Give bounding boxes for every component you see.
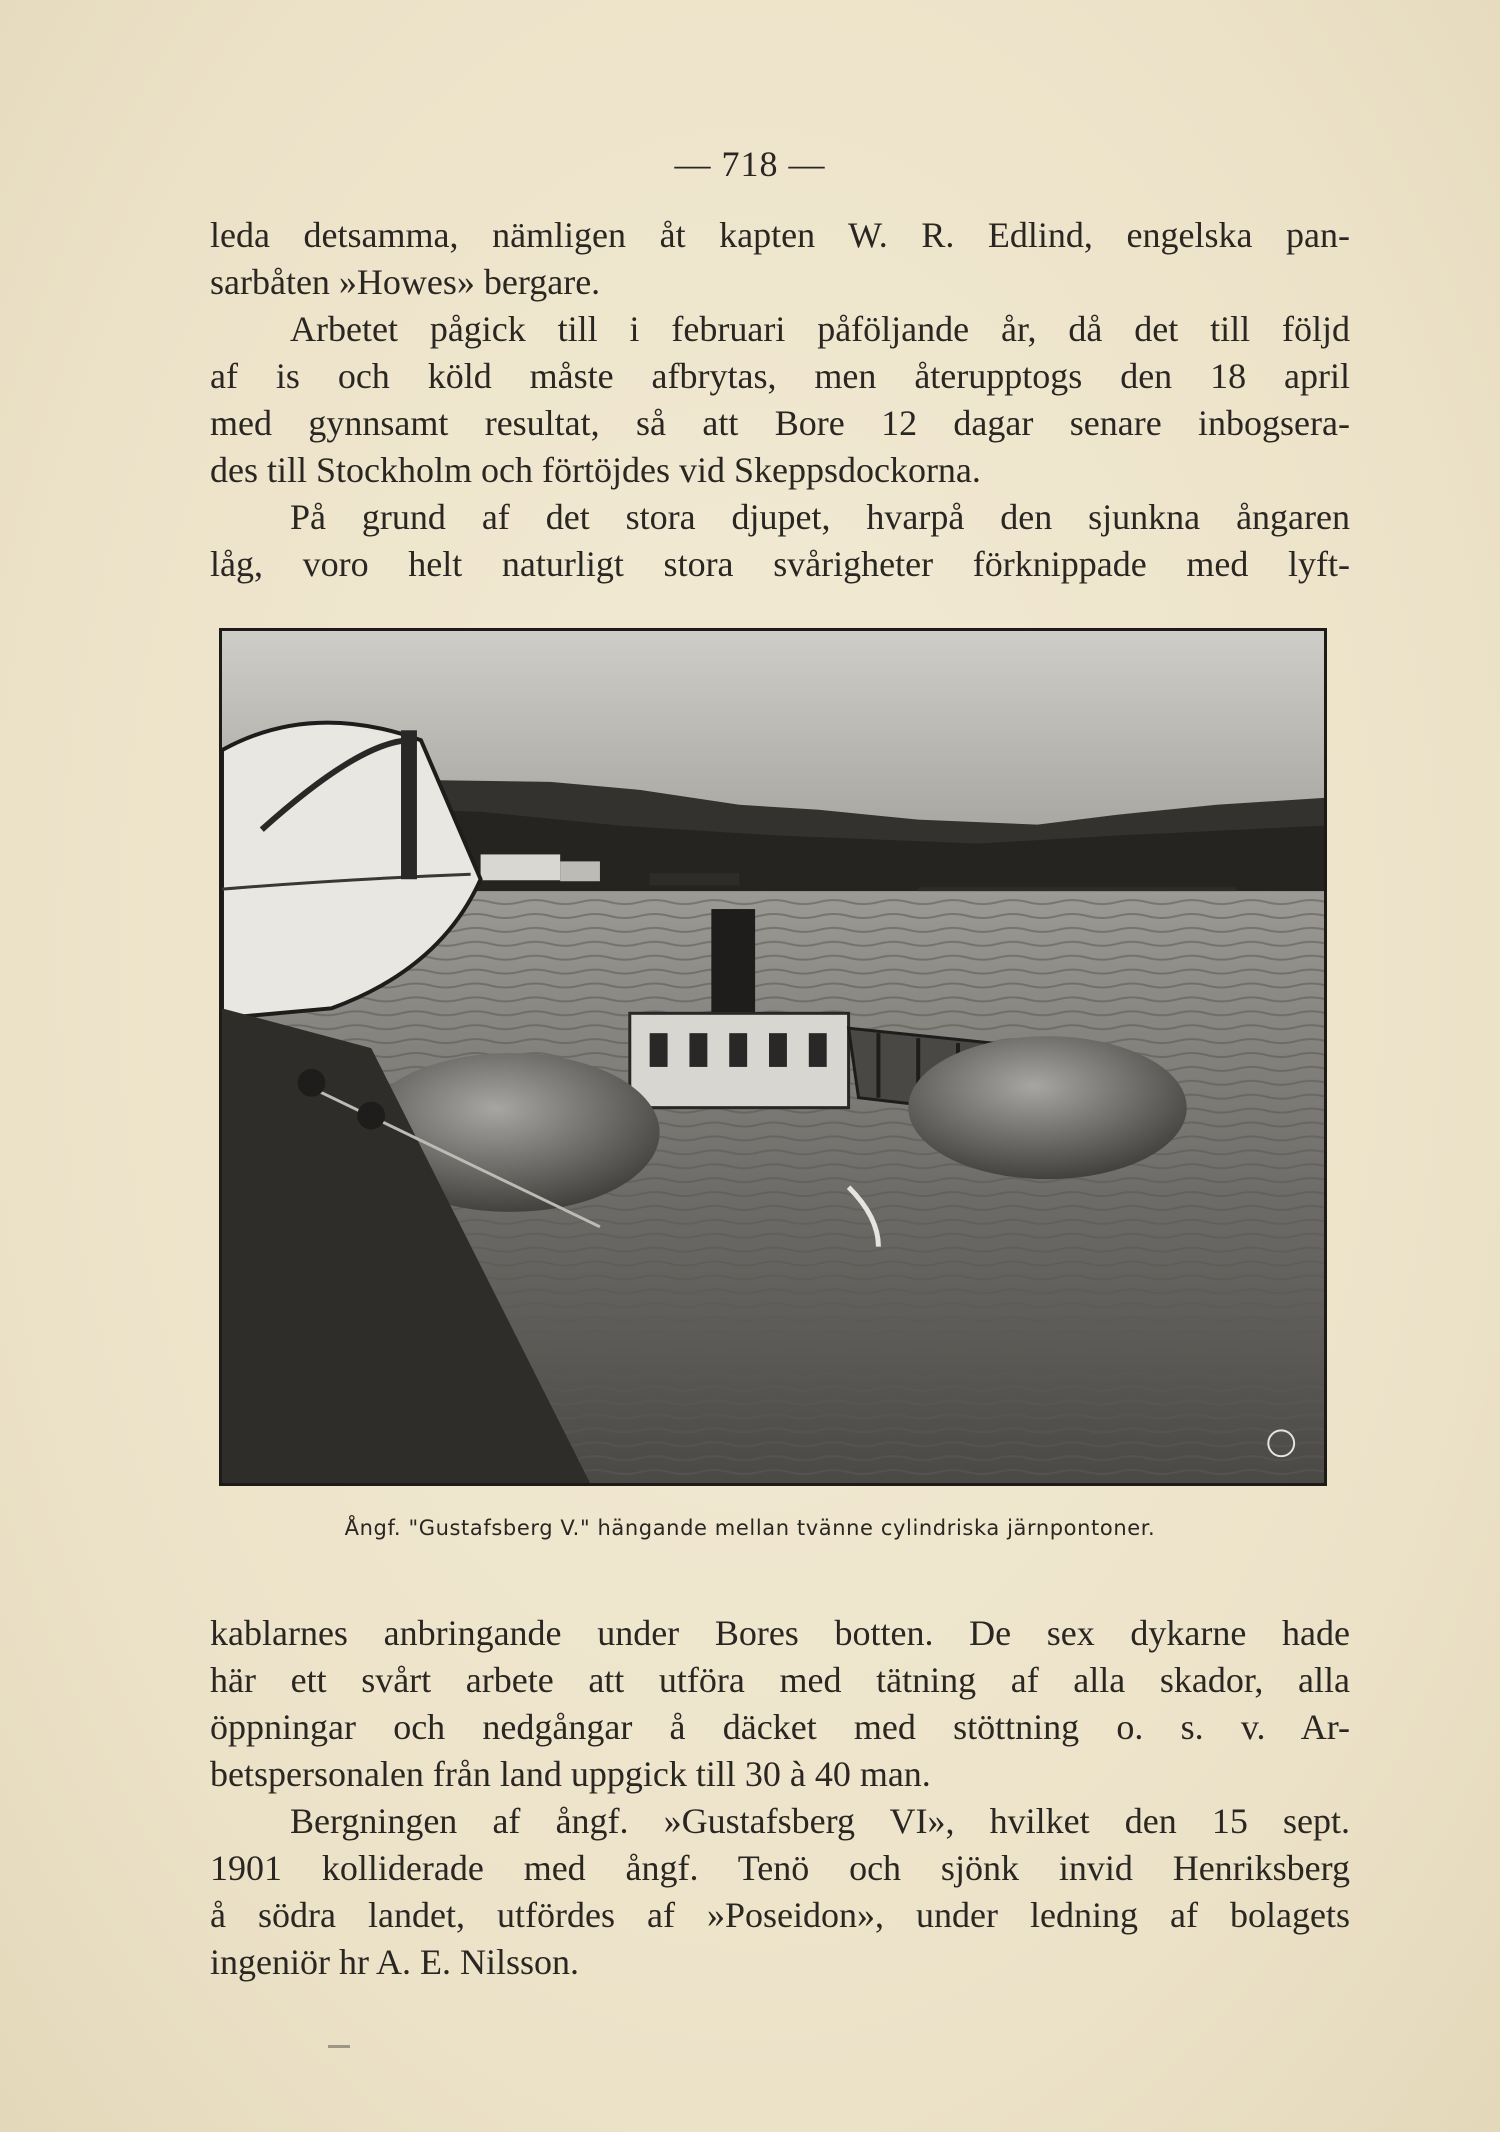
- text-line: Arbetet pågick till i februari påföljande år, då det till följd: [290, 309, 1350, 349]
- text-line: Bergningen af ångf. »Gustafsberg VI», hvilket den 15 sept.: [290, 1801, 1350, 1841]
- photo-illustration: [222, 631, 1324, 1483]
- page-number: — 718 —: [674, 144, 826, 184]
- text-line: På grund af det stora djupet, hvarpå den sjunkna ångaren: [290, 497, 1350, 537]
- text-line: af is och köld måste afbrytas, men återupptogs den 18 april: [210, 356, 1350, 396]
- text-line: leda detsamma, nämligen åt kapten W. R. Edlind, engelska pan-: [210, 215, 1350, 255]
- body-text-bottom: [210, 1610, 1350, 1986]
- ink-smudge: [328, 2045, 350, 2048]
- text-line: des till Stockholm och förtöjdes vid Skeppsdockorna.: [210, 450, 981, 490]
- text-line: sarbåten »Howes» bergare.: [210, 262, 601, 302]
- text-line: kablarnes anbringande under Bores botten. De sex dykarne hade: [210, 1613, 1350, 1653]
- text-line: med gynnsamt resultat, så att Bore 12 dagar senare inbogsera-: [210, 403, 1350, 443]
- halftone-photograph: [219, 628, 1327, 1486]
- text-line: låg, voro helt naturligt stora svårigheter förknippade med lyft-: [210, 544, 1350, 584]
- text-line: betspersonalen från land uppgick till 30 à 40 man.: [210, 1754, 931, 1794]
- text-line: å södra landet, utfördes af »Poseidon», under ledning af bolagets: [210, 1895, 1350, 1935]
- figure-caption: Ångf. "Gustafsberg V." hängande mellan tvänne cylindriska järnpontoner.: [344, 1516, 1156, 1540]
- text-line: öppningar och nedgångar å däcket med stöttning o. s. v. Ar-: [210, 1707, 1350, 1747]
- text-line: ingeniör hr A. E. Nilsson.: [210, 1942, 579, 1982]
- body-text-top: [210, 212, 1350, 588]
- text-line: 1901 kolliderade med ångf. Tenö och sjönk invid Henriksberg: [210, 1848, 1350, 1888]
- text-line: här ett svårt arbete att utföra med tätning af alla skador, alla: [210, 1660, 1350, 1700]
